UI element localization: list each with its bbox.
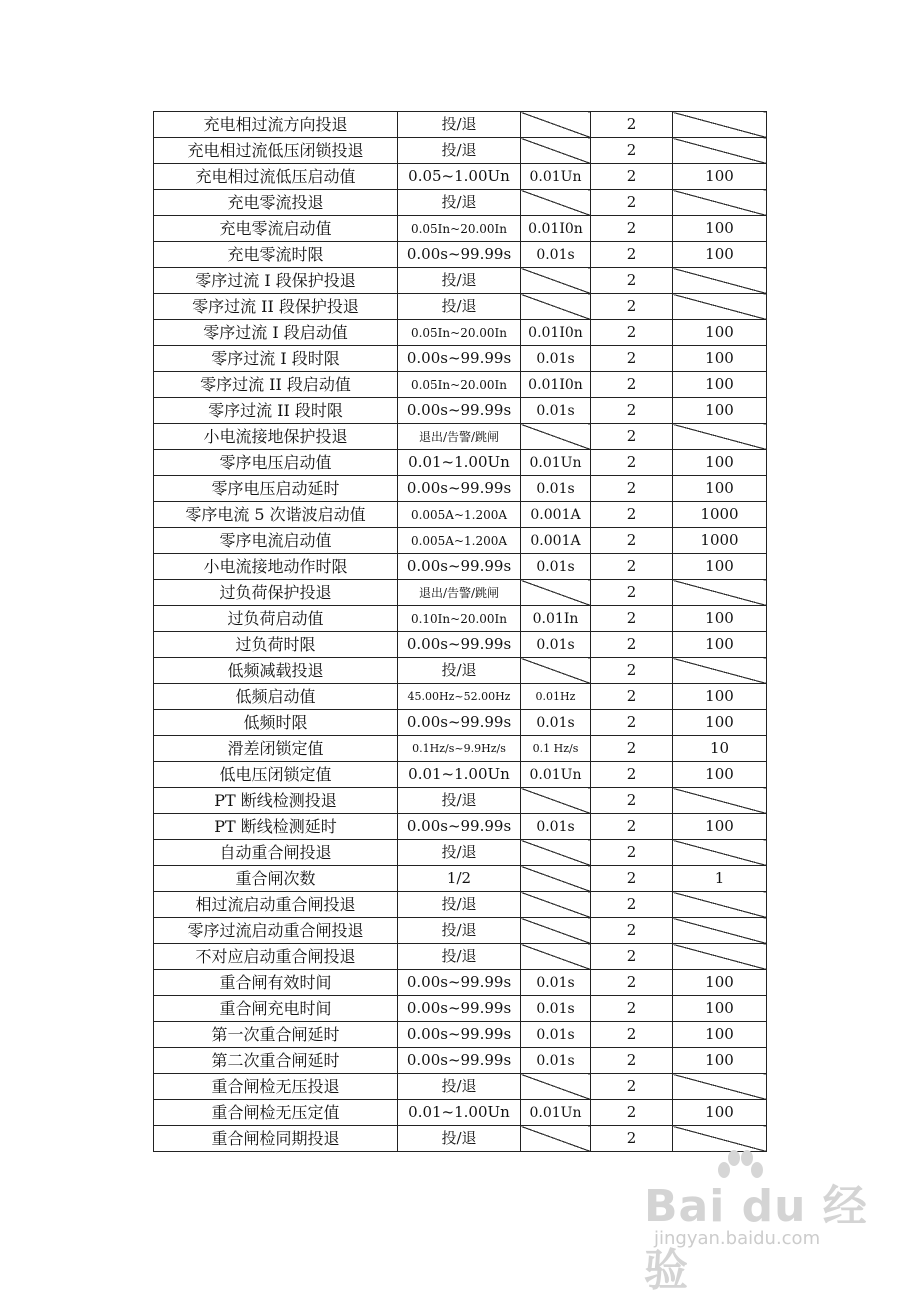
setting-name-cell: 重合闸检无压定值 bbox=[154, 1100, 398, 1126]
table-row bbox=[154, 346, 767, 372]
setting-range-cell: 0.00s~99.99s bbox=[398, 398, 521, 424]
table-row bbox=[154, 268, 767, 294]
setting-multiplier-cell: 100 bbox=[673, 632, 767, 658]
setting-name-cell: 零序电压启动值 bbox=[154, 450, 398, 476]
setting-multiplier-cell: 1 bbox=[673, 866, 767, 892]
setting-factor-cell: 2 bbox=[591, 1048, 673, 1074]
baidu-jingyan-watermark bbox=[636, 1150, 886, 1296]
table-row bbox=[154, 554, 767, 580]
empty-slash-cell bbox=[521, 1074, 591, 1100]
setting-name-cell: 零序过流 I 段保护投退 bbox=[154, 268, 398, 294]
empty-slash-cell bbox=[521, 138, 591, 164]
empty-slash-cell bbox=[521, 1126, 591, 1152]
setting-name-cell: 滑差闭锁定值 bbox=[154, 736, 398, 762]
setting-range-cell: 0.00s~99.99s bbox=[398, 242, 521, 268]
table-row bbox=[154, 658, 767, 684]
setting-range-cell: 45.00Hz~52.00Hz bbox=[398, 684, 521, 710]
setting-range-cell: 投/退 bbox=[398, 268, 521, 294]
empty-slash-cell bbox=[521, 944, 591, 970]
setting-range-cell: 投/退 bbox=[398, 1074, 521, 1100]
setting-factor-cell: 2 bbox=[591, 658, 673, 684]
setting-name-cell: 零序过流 II 段保护投退 bbox=[154, 294, 398, 320]
setting-multiplier-cell: 100 bbox=[673, 346, 767, 372]
setting-factor-cell: 2 bbox=[591, 762, 673, 788]
setting-step-cell: 0.01s bbox=[521, 814, 591, 840]
empty-slash-cell bbox=[673, 788, 767, 814]
setting-range-cell: 0.00s~99.99s bbox=[398, 476, 521, 502]
setting-factor-cell: 2 bbox=[591, 502, 673, 528]
table-row bbox=[154, 1126, 767, 1152]
empty-slash-cell bbox=[673, 294, 767, 320]
setting-range-cell: 0.01~1.00Un bbox=[398, 762, 521, 788]
setting-factor-cell: 2 bbox=[591, 944, 673, 970]
setting-name-cell: 过负荷启动值 bbox=[154, 606, 398, 632]
setting-range-cell: 0.00s~99.99s bbox=[398, 554, 521, 580]
table-row bbox=[154, 320, 767, 346]
setting-name-cell: 低频减载投退 bbox=[154, 658, 398, 684]
setting-factor-cell: 2 bbox=[591, 398, 673, 424]
empty-slash-cell bbox=[673, 268, 767, 294]
setting-factor-cell: 2 bbox=[591, 216, 673, 242]
setting-step-cell: 0.01Un bbox=[521, 164, 591, 190]
setting-step-cell: 0.01s bbox=[521, 970, 591, 996]
table-row bbox=[154, 476, 767, 502]
setting-multiplier-cell: 100 bbox=[673, 1048, 767, 1074]
setting-multiplier-cell: 100 bbox=[673, 710, 767, 736]
table-row bbox=[154, 528, 767, 554]
table-row bbox=[154, 112, 767, 138]
table-row bbox=[154, 736, 767, 762]
setting-name-cell: 不对应启动重合闸投退 bbox=[154, 944, 398, 970]
setting-range-cell: 投/退 bbox=[398, 1126, 521, 1152]
setting-name-cell: 重合闸充电时间 bbox=[154, 996, 398, 1022]
setting-range-cell: 投/退 bbox=[398, 892, 521, 918]
setting-name-cell: 零序电流 5 次谐波启动值 bbox=[154, 502, 398, 528]
setting-name-cell: 重合闸检同期投退 bbox=[154, 1126, 398, 1152]
setting-range-cell: 0.00s~99.99s bbox=[398, 632, 521, 658]
setting-range-cell: 0.00s~99.99s bbox=[398, 1022, 521, 1048]
setting-name-cell: 小电流接地保护投退 bbox=[154, 424, 398, 450]
setting-factor-cell: 2 bbox=[591, 372, 673, 398]
setting-name-cell: 充电零流启动值 bbox=[154, 216, 398, 242]
setting-factor-cell: 2 bbox=[591, 736, 673, 762]
setting-factor-cell: 2 bbox=[591, 112, 673, 138]
setting-factor-cell: 2 bbox=[591, 1074, 673, 1100]
table-row bbox=[154, 580, 767, 606]
setting-range-cell: 0.1Hz/s~9.9Hz/s bbox=[398, 736, 521, 762]
empty-slash-cell bbox=[673, 1126, 767, 1152]
empty-slash-cell bbox=[521, 112, 591, 138]
table-row bbox=[154, 944, 767, 970]
setting-step-cell: 0.01s bbox=[521, 398, 591, 424]
setting-range-cell: 0.01~1.00Un bbox=[398, 450, 521, 476]
table-row bbox=[154, 970, 767, 996]
table-row bbox=[154, 372, 767, 398]
setting-factor-cell: 2 bbox=[591, 1022, 673, 1048]
setting-factor-cell: 2 bbox=[591, 476, 673, 502]
table-row bbox=[154, 840, 767, 866]
setting-name-cell: 过负荷时限 bbox=[154, 632, 398, 658]
setting-name-cell: 第一次重合闸延时 bbox=[154, 1022, 398, 1048]
empty-slash-cell bbox=[521, 866, 591, 892]
setting-name-cell: 充电零流时限 bbox=[154, 242, 398, 268]
setting-range-cell: 退出/告警/跳闸 bbox=[398, 424, 521, 450]
setting-name-cell: 第二次重合闸延时 bbox=[154, 1048, 398, 1074]
empty-slash-cell bbox=[673, 424, 767, 450]
setting-range-cell: 0.01~1.00Un bbox=[398, 1100, 521, 1126]
setting-multiplier-cell: 100 bbox=[673, 996, 767, 1022]
setting-factor-cell: 2 bbox=[591, 190, 673, 216]
setting-range-cell: 退出/告警/跳闸 bbox=[398, 580, 521, 606]
setting-range-cell: 投/退 bbox=[398, 788, 521, 814]
setting-multiplier-cell: 100 bbox=[673, 372, 767, 398]
empty-slash-cell bbox=[673, 840, 767, 866]
setting-factor-cell: 2 bbox=[591, 892, 673, 918]
setting-step-cell: 0.01s bbox=[521, 1048, 591, 1074]
empty-slash-cell bbox=[673, 580, 767, 606]
table-row bbox=[154, 684, 767, 710]
setting-multiplier-cell: 100 bbox=[673, 1100, 767, 1126]
table-row bbox=[154, 190, 767, 216]
setting-step-cell: 0.01s bbox=[521, 346, 591, 372]
setting-step-cell: 0.01s bbox=[521, 710, 591, 736]
empty-slash-cell bbox=[673, 918, 767, 944]
table-row bbox=[154, 242, 767, 268]
setting-name-cell: 充电零流投退 bbox=[154, 190, 398, 216]
setting-factor-cell: 2 bbox=[591, 814, 673, 840]
table-row bbox=[154, 1048, 767, 1074]
setting-factor-cell: 2 bbox=[591, 138, 673, 164]
setting-factor-cell: 2 bbox=[591, 632, 673, 658]
setting-range-cell: 投/退 bbox=[398, 294, 521, 320]
setting-step-cell: 0.01Un bbox=[521, 762, 591, 788]
table-row bbox=[154, 606, 767, 632]
setting-multiplier-cell: 10 bbox=[673, 736, 767, 762]
setting-step-cell: 0.01s bbox=[521, 476, 591, 502]
setting-multiplier-cell: 100 bbox=[673, 606, 767, 632]
setting-range-cell: 0.00s~99.99s bbox=[398, 814, 521, 840]
table-row bbox=[154, 788, 767, 814]
setting-step-cell: 0.001A bbox=[521, 502, 591, 528]
empty-slash-cell bbox=[521, 788, 591, 814]
setting-range-cell: 投/退 bbox=[398, 190, 521, 216]
setting-factor-cell: 2 bbox=[591, 528, 673, 554]
empty-slash-cell bbox=[673, 138, 767, 164]
setting-step-cell: 0.01Hz bbox=[521, 684, 591, 710]
setting-factor-cell: 2 bbox=[591, 580, 673, 606]
empty-slash-cell bbox=[673, 190, 767, 216]
watermark-brand: Bai du 经验 bbox=[644, 1181, 868, 1296]
setting-step-cell: 0.01I0n bbox=[521, 216, 591, 242]
setting-name-cell: 零序过流 II 段启动值 bbox=[154, 372, 398, 398]
setting-range-cell: 0.05~1.00Un bbox=[398, 164, 521, 190]
table-row bbox=[154, 1022, 767, 1048]
settings-table-body bbox=[154, 112, 767, 1152]
watermark-url: jingyan.baidu.com bbox=[654, 1228, 821, 1249]
setting-multiplier-cell: 100 bbox=[673, 814, 767, 840]
setting-factor-cell: 2 bbox=[591, 294, 673, 320]
table-row bbox=[154, 814, 767, 840]
setting-name-cell: 重合闸检无压投退 bbox=[154, 1074, 398, 1100]
setting-factor-cell: 2 bbox=[591, 164, 673, 190]
setting-multiplier-cell: 1000 bbox=[673, 502, 767, 528]
setting-range-cell: 0.005A~1.200A bbox=[398, 502, 521, 528]
empty-slash-cell bbox=[521, 190, 591, 216]
setting-range-cell: 投/退 bbox=[398, 138, 521, 164]
empty-slash-cell bbox=[673, 112, 767, 138]
setting-step-cell: 0.01s bbox=[521, 554, 591, 580]
setting-factor-cell: 2 bbox=[591, 684, 673, 710]
setting-factor-cell: 2 bbox=[591, 450, 673, 476]
setting-range-cell: 0.05In~20.00In bbox=[398, 216, 521, 242]
setting-step-cell: 0.01I0n bbox=[521, 372, 591, 398]
setting-name-cell: PT 断线检测延时 bbox=[154, 814, 398, 840]
table-row bbox=[154, 502, 767, 528]
setting-multiplier-cell: 100 bbox=[673, 684, 767, 710]
empty-slash-cell bbox=[521, 892, 591, 918]
setting-factor-cell: 2 bbox=[591, 918, 673, 944]
setting-multiplier-cell: 100 bbox=[673, 320, 767, 346]
setting-multiplier-cell: 1000 bbox=[673, 528, 767, 554]
setting-range-cell: 投/退 bbox=[398, 840, 521, 866]
setting-factor-cell: 2 bbox=[591, 346, 673, 372]
setting-name-cell: 充电相过流低压启动值 bbox=[154, 164, 398, 190]
empty-slash-cell bbox=[673, 892, 767, 918]
setting-multiplier-cell: 100 bbox=[673, 1022, 767, 1048]
setting-step-cell: 0.01Un bbox=[521, 1100, 591, 1126]
empty-slash-cell bbox=[673, 1074, 767, 1100]
setting-range-cell: 投/退 bbox=[398, 918, 521, 944]
setting-name-cell: 重合闸有效时间 bbox=[154, 970, 398, 996]
setting-multiplier-cell: 100 bbox=[673, 398, 767, 424]
empty-slash-cell bbox=[521, 840, 591, 866]
setting-step-cell: 0.01I0n bbox=[521, 320, 591, 346]
setting-factor-cell: 2 bbox=[591, 268, 673, 294]
setting-range-cell: 0.00s~99.99s bbox=[398, 710, 521, 736]
setting-range-cell: 1/2 bbox=[398, 866, 521, 892]
setting-name-cell: 重合闸次数 bbox=[154, 866, 398, 892]
setting-name-cell: PT 断线检测投退 bbox=[154, 788, 398, 814]
table-row bbox=[154, 450, 767, 476]
setting-name-cell: 零序过流 I 段时限 bbox=[154, 346, 398, 372]
setting-factor-cell: 2 bbox=[591, 788, 673, 814]
setting-name-cell: 低频启动值 bbox=[154, 684, 398, 710]
table-row bbox=[154, 1074, 767, 1100]
setting-step-cell: 0.01s bbox=[521, 632, 591, 658]
setting-factor-cell: 2 bbox=[591, 320, 673, 346]
table-row bbox=[154, 918, 767, 944]
empty-slash-cell bbox=[521, 424, 591, 450]
empty-slash-cell bbox=[521, 658, 591, 684]
setting-range-cell: 0.00s~99.99s bbox=[398, 346, 521, 372]
table-row bbox=[154, 294, 767, 320]
setting-name-cell: 自动重合闸投退 bbox=[154, 840, 398, 866]
table-row bbox=[154, 164, 767, 190]
setting-name-cell: 零序电压启动延时 bbox=[154, 476, 398, 502]
setting-step-cell: 0.1 Hz/s bbox=[521, 736, 591, 762]
table-row bbox=[154, 996, 767, 1022]
table-row bbox=[154, 866, 767, 892]
setting-range-cell: 0.05In~20.00In bbox=[398, 372, 521, 398]
setting-factor-cell: 2 bbox=[591, 606, 673, 632]
setting-step-cell: 0.01s bbox=[521, 1022, 591, 1048]
settings-table bbox=[153, 111, 767, 1152]
setting-step-cell: 0.001A bbox=[521, 528, 591, 554]
setting-multiplier-cell: 100 bbox=[673, 762, 767, 788]
setting-name-cell: 相过流启动重合闸投退 bbox=[154, 892, 398, 918]
setting-name-cell: 低频时限 bbox=[154, 710, 398, 736]
setting-range-cell: 0.00s~99.99s bbox=[398, 1048, 521, 1074]
setting-factor-cell: 2 bbox=[591, 710, 673, 736]
table-row bbox=[154, 424, 767, 450]
setting-range-cell: 0.10In~20.00In bbox=[398, 606, 521, 632]
setting-name-cell: 零序电流启动值 bbox=[154, 528, 398, 554]
setting-factor-cell: 2 bbox=[591, 970, 673, 996]
table-row bbox=[154, 138, 767, 164]
setting-name-cell: 充电相过流低压闭锁投退 bbox=[154, 138, 398, 164]
empty-slash-cell bbox=[521, 268, 591, 294]
setting-range-cell: 投/退 bbox=[398, 112, 521, 138]
table-row bbox=[154, 398, 767, 424]
table-row bbox=[154, 216, 767, 242]
setting-name-cell: 低电压闭锁定值 bbox=[154, 762, 398, 788]
setting-range-cell: 0.05In~20.00In bbox=[398, 320, 521, 346]
table-row bbox=[154, 762, 767, 788]
setting-factor-cell: 2 bbox=[591, 840, 673, 866]
setting-factor-cell: 2 bbox=[591, 1100, 673, 1126]
setting-multiplier-cell: 100 bbox=[673, 164, 767, 190]
table-row bbox=[154, 892, 767, 918]
setting-factor-cell: 2 bbox=[591, 866, 673, 892]
setting-step-cell: 0.01In bbox=[521, 606, 591, 632]
table-row bbox=[154, 632, 767, 658]
empty-slash-cell bbox=[673, 658, 767, 684]
setting-range-cell: 0.00s~99.99s bbox=[398, 970, 521, 996]
setting-factor-cell: 2 bbox=[591, 1126, 673, 1152]
setting-step-cell: 0.01s bbox=[521, 242, 591, 268]
empty-slash-cell bbox=[673, 944, 767, 970]
setting-name-cell: 零序过流启动重合闸投退 bbox=[154, 918, 398, 944]
setting-multiplier-cell: 100 bbox=[673, 970, 767, 996]
setting-multiplier-cell: 100 bbox=[673, 242, 767, 268]
setting-multiplier-cell: 100 bbox=[673, 216, 767, 242]
setting-range-cell: 投/退 bbox=[398, 658, 521, 684]
setting-factor-cell: 2 bbox=[591, 242, 673, 268]
setting-name-cell: 小电流接地动作时限 bbox=[154, 554, 398, 580]
setting-multiplier-cell: 100 bbox=[673, 450, 767, 476]
setting-step-cell: 0.01s bbox=[521, 996, 591, 1022]
setting-name-cell: 过负荷保护投退 bbox=[154, 580, 398, 606]
empty-slash-cell bbox=[521, 580, 591, 606]
empty-slash-cell bbox=[521, 294, 591, 320]
empty-slash-cell bbox=[521, 918, 591, 944]
setting-name-cell: 充电相过流方向投退 bbox=[154, 112, 398, 138]
table-row bbox=[154, 710, 767, 736]
setting-name-cell: 零序过流 II 段时限 bbox=[154, 398, 398, 424]
setting-factor-cell: 2 bbox=[591, 424, 673, 450]
setting-range-cell: 0.00s~99.99s bbox=[398, 996, 521, 1022]
setting-multiplier-cell: 100 bbox=[673, 476, 767, 502]
setting-step-cell: 0.01Un bbox=[521, 450, 591, 476]
setting-multiplier-cell: 100 bbox=[673, 554, 767, 580]
setting-range-cell: 0.005A~1.200A bbox=[398, 528, 521, 554]
setting-factor-cell: 2 bbox=[591, 554, 673, 580]
table-row bbox=[154, 1100, 767, 1126]
setting-factor-cell: 2 bbox=[591, 996, 673, 1022]
setting-name-cell: 零序过流 I 段启动值 bbox=[154, 320, 398, 346]
setting-range-cell: 投/退 bbox=[398, 944, 521, 970]
